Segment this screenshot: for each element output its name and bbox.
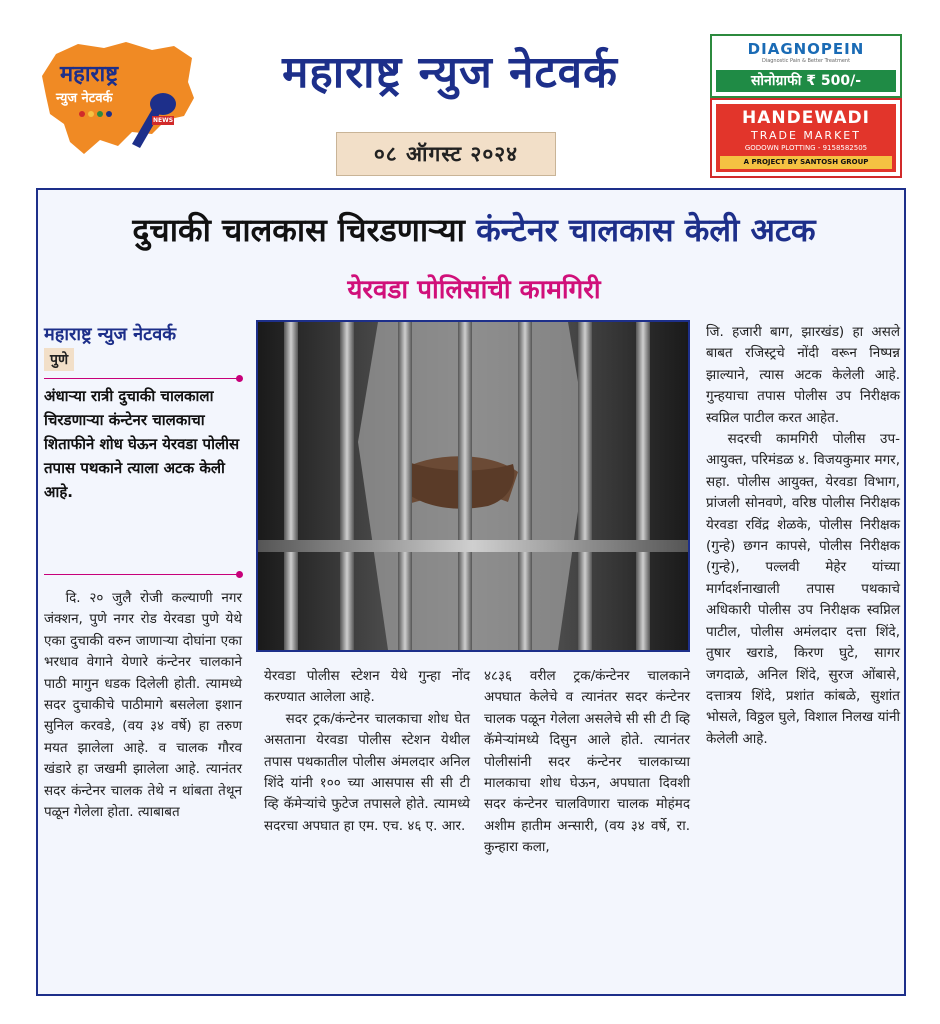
article-column-2 — [264, 666, 470, 837]
logo-subtitle: न्युज नेटवर्क — [56, 91, 113, 106]
article-subheadline: येरवडा पोलिसांची कामगिरी — [347, 275, 601, 305]
column-2-paragraph-1: येरवडा पोलीस स्टेशन येथे गुन्हा नोंद करण्यात आलेला आहे. — [264, 668, 470, 706]
ad-diagnopein[interactable] — [710, 34, 902, 98]
newspaper-logo — [34, 36, 196, 164]
logo-title: महाराष्ट्र — [60, 62, 119, 87]
logo-mic-label: NEWS — [153, 117, 174, 124]
column-3-paragraph: ४८३६ वरील ट्रक/कंन्टेनर चालकाने अपघात केलेचे व त्यानंतर सदर कंन्टेनर चालक पळून गेलेला असलेचे सी सी टी व्हि कॅमेऱ्यांमध्ये दिसुन आले होते. त्यानंतर पोलीसांनी सदर कंन्टेनर चालकाच्या मालकाचा शोध घेऊन, अपघाता दिवशी सदर कंन्टेनर चालविणारा चालक मोहंमद अशीम हातीम अन्सारी, (वय ३४ वर्षे, रा. कुन्हारा कला, — [484, 668, 690, 856]
lead-bottom-rule — [44, 574, 240, 575]
headline-part-2: कंन्टेनर चालकास केली अटक — [476, 211, 816, 249]
article-column-1 — [44, 588, 242, 823]
microphone-icon — [150, 93, 176, 115]
ad-diagnopein-brand: DIAGNOPEIN — [747, 40, 865, 58]
ad-handewadi-subtitle: TRADE MARKET — [751, 129, 861, 142]
column-1-paragraph: दि. २० जुलै रोजी कल्याणी नगर जंक्शन, पुणे नगर रोड येरवडा पुणे येथे एका दुचाकी वरुन जाणाऱ्या दोघांना एका भरधाव वेगाने येणारे कंन्टेनर चालकाने पाठी मागुन धडक दिलेली होती. त्यामध्ये सदर दुचाकीचे पाठीमागे बसलेला इशान सुनिल करवडे, (वय ३४ वर्षे) हा तरुण मयत झालेला आहे. व चालक गौरव खंडारे हा जखमी झालेला आहे. त्यानंतर सदर कंन्टेनर चालक तेथे न थांबता तेथून पळून गेलेला होता. त्याबाबत — [44, 590, 242, 821]
column-4-paragraph-1: जि. हजारी बाग, झारखंड) हा असले बाबत रजिस्ट्रचे नोंदी वरून निष्पन्न झाल्याने, त्यास अटक केलेली आहे. गुन्हयाचा तपास पोलीस उप निरीक्षक स्वप्निल पाटील करत आहेत. — [706, 324, 900, 426]
article-byline: महाराष्ट्र न्युज नेटवर्क — [44, 324, 177, 345]
ad-handewadi-phone: GODOWN PLOTTING - 9158582505 — [744, 144, 868, 152]
lead-top-rule-dot — [236, 375, 243, 382]
ad-handewadi-title: HANDEWADI — [742, 108, 870, 128]
prison-bars-hands-photo — [258, 322, 688, 650]
dateline-place: पुणे — [44, 348, 74, 371]
ad-diagnopein-offer: सोनोग्राफी ₹ 500/- — [716, 70, 896, 92]
article-lead: अंधाऱ्या रात्री दुचाकी चालकाला चिरडणाऱ्या कंन्टेनर चालकाचा शिताफीने शोध घेऊन येरवडा पोलीस तपास पथकाने त्याला अटक केली आहे. — [44, 387, 240, 501]
article-headline — [44, 200, 904, 260]
ad-handewadi[interactable] — [710, 98, 902, 178]
article-column-4 — [706, 322, 900, 750]
lead-bottom-rule-dot — [236, 571, 243, 578]
masthead-title: महाराष्ट्र न्युज नेटवर्क — [282, 47, 618, 98]
article-column-3 — [484, 666, 690, 859]
headline-part-1: दुचाकी चालकास चिरडणाऱ्या — [132, 211, 465, 249]
lead-top-rule — [44, 378, 240, 379]
issue-date: ०८ ऑगस्ट २०२४ — [336, 132, 556, 176]
column-4-paragraph-2: सदरची कामगिरी पोलीस उप-आयुक्त, परिमंडळ ४. विजयकुमार मगर, सहा. पोलीस आयुक्त, येरवडा विभाग, प्रांजली सोनवणे, वरिष्ठ पोलीस निरीक्षक येरवडा रविंद्र शेळके, पोलीस निरीक्षक (गुन्हे) छगन कापसे, पोलीस निरीक्षक (गुन्हे), पल्लवी मेहेर यांच्या मार्गदर्शनाखाली तपास पथकाचे अधिकारी पोलीस उप निरीक्षक स्वप्निल पाटील, पोलीस अमंलदार दत्ता शिंदे, तुषार खराडे, किरण घुटे, सागर जगदाळे, अनिल शिंदे, सुरज ओंबासे, दत्तात्रय शिंदे, प्रशांत कांबळे, सुशांत भोसले, विठ्ठल घुले, विशाल निलख यांनी केलेली आहे. — [706, 431, 900, 747]
article-photo — [256, 320, 690, 652]
ad-diagnopein-tagline: Diagnostic Pain & Better Treatment — [761, 58, 851, 64]
column-2-paragraph-2: सदर ट्रक/कंन्टेनर चालकाचा शोध घेत असताना येरवडा पोलीस स्टेशन येथील तपास पथकातील पोलीस अंमलदार अनिल शिंदे यांनी १०० च्या आसपास सी सी टी व्हि कॅमेऱ्यांचे फुटेज तपासले होते. त्यामध्ये सदरचा अपघात हा एम. एच. ४६ ए. आर. — [264, 710, 470, 834]
ad-handewadi-footer: A PROJECT BY SANTOSH GROUP — [720, 156, 892, 169]
